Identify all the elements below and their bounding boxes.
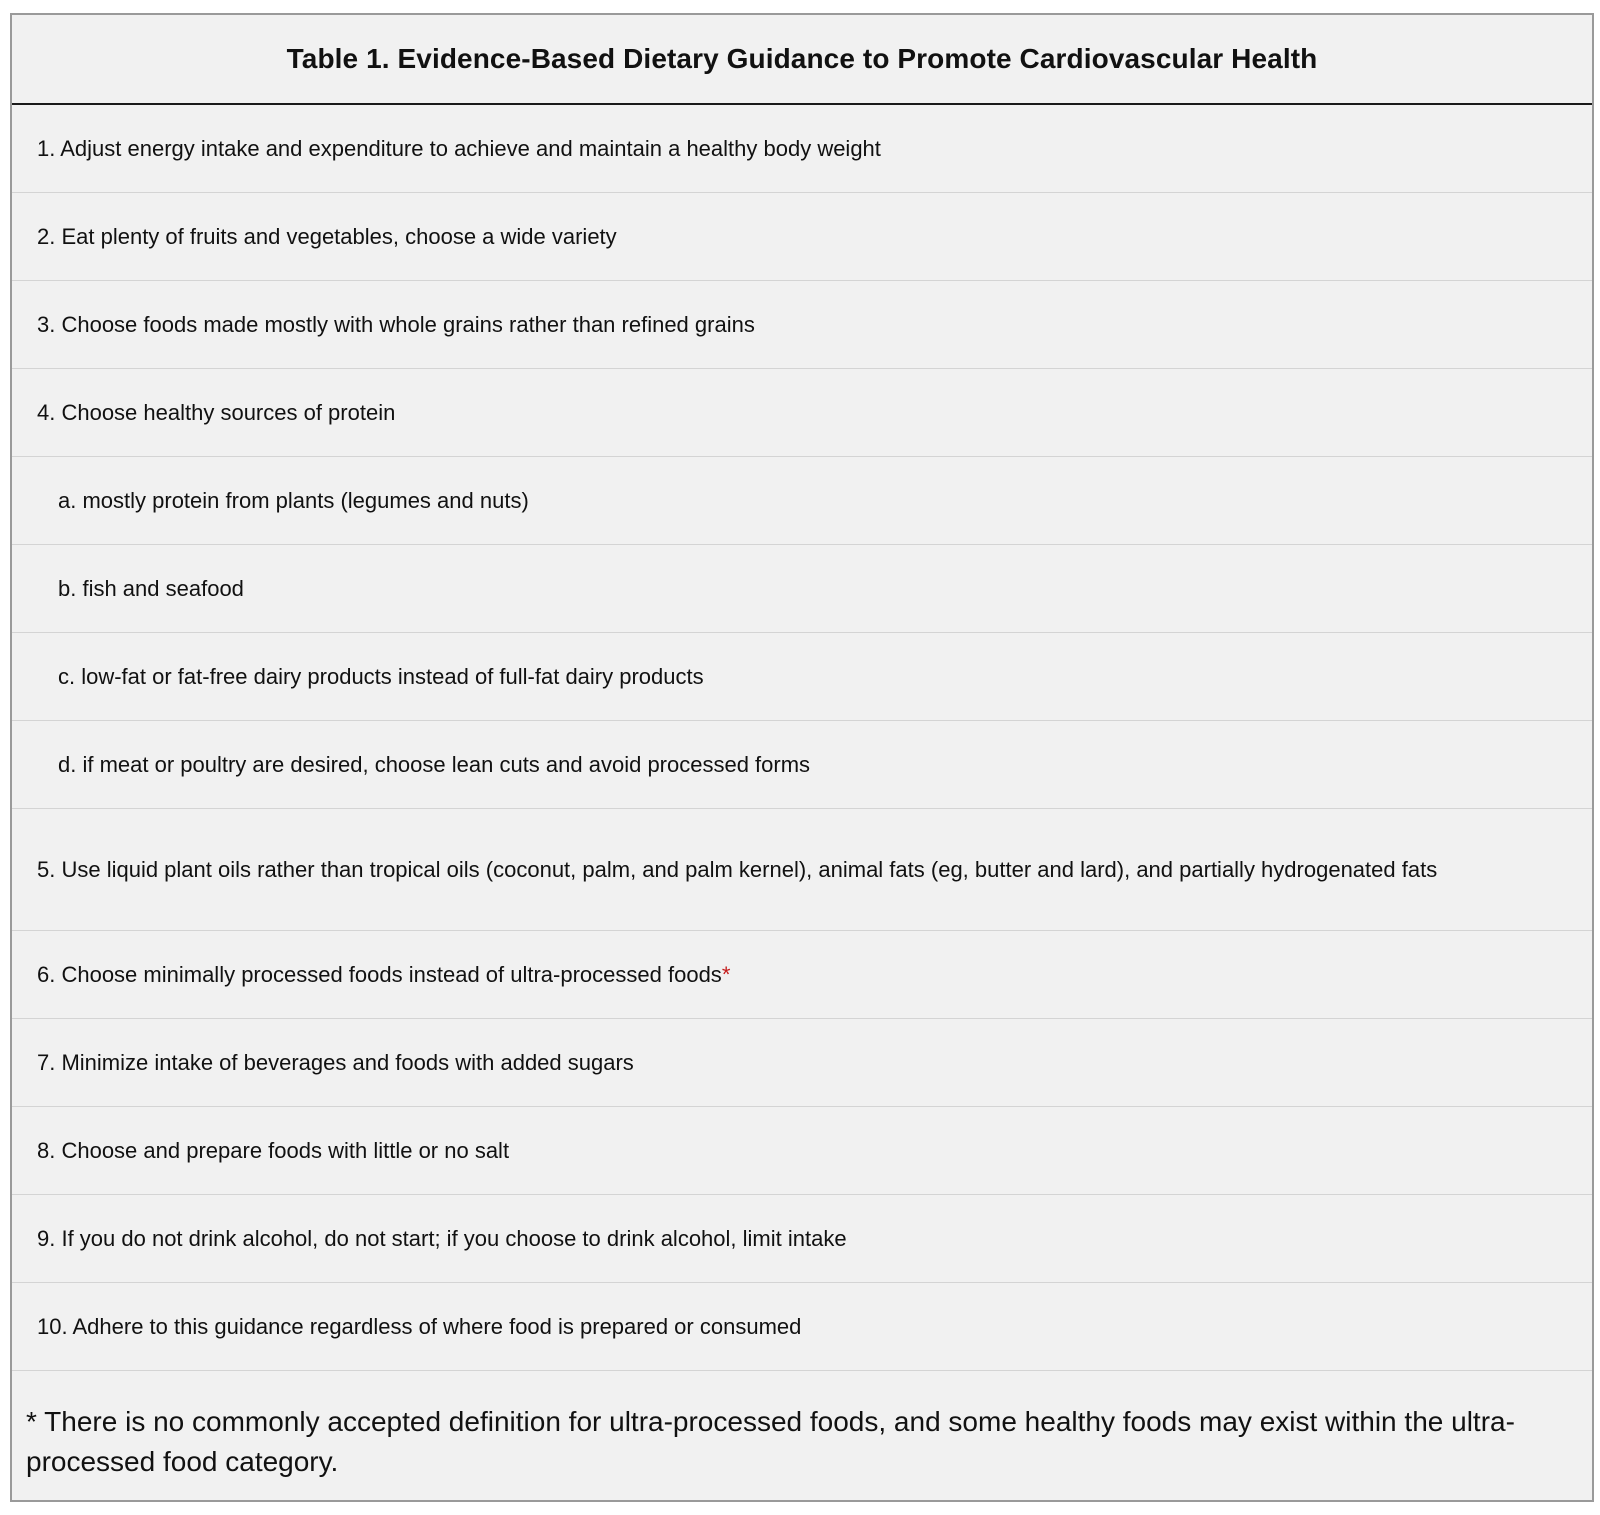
table-row-4 [12,369,1592,457]
table-title: Table 1. Evidence-Based Dietary Guidance to Promote Cardiovascular Health [286,43,1318,74]
table-row-6 [12,931,1592,1019]
table-row-4d [12,721,1592,809]
row-text: 3. Choose foods made mostly with whole grains rather than refined grains [37,312,755,337]
row-text: 4. Choose healthy sources of protein [37,400,396,425]
footnote-marker: * [721,962,731,987]
row-text: 5. Use liquid plant oils rather than tropical oils (coconut, palm, and palm kernel), animal fats (eg, butter and lard), and partially hydrogenated fats [37,857,1438,882]
row-text: c. low-fat or fat-free dairy products instead of full-fat dairy products [58,664,704,689]
row-text: a. mostly protein from plants (legumes and nuts) [58,488,529,513]
row-text: 1. Adjust energy intake and expenditure to achieve and maintain a healthy body weight [37,136,881,161]
guidance-table [10,13,1594,1502]
row-text: d. if meat or poultry are desired, choose lean cuts and avoid processed forms [58,752,811,777]
table-row-4a [12,457,1592,545]
table-header [12,15,1592,105]
table-row-9 [12,1195,1592,1283]
table-row-5 [12,809,1592,931]
row-text: b. fish and seafood [58,576,244,601]
table-row-2 [12,193,1592,281]
table-row-7 [12,1019,1592,1107]
row-text: 8. Choose and prepare foods with little or no salt [37,1138,510,1163]
row-text: 9. If you do not drink alcohol, do not start; if you choose to drink alcohol, limit intake [37,1226,847,1251]
row-text: 7. Minimize intake of beverages and foods with added sugars [37,1050,634,1075]
table-row-10 [12,1283,1592,1371]
table-row-1 [12,105,1592,193]
footnote-text: * There is no commonly accepted definition for ultra-processed foods, and some healthy foods may exist within the ultra-processed food category. [26,1405,1515,1477]
table-row-4b [12,545,1592,633]
row-text: 2. Eat plenty of fruits and vegetables, choose a wide variety [37,224,617,249]
row-text: 6. Choose minimally processed foods instead of ultra-processed foods [37,962,722,987]
table-row-3 [12,281,1592,369]
table-row-8 [12,1107,1592,1195]
table-footnote [12,1371,1592,1512]
table-row-4c [12,633,1592,721]
row-text: 10. Adhere to this guidance regardless of where food is prepared or consumed [37,1314,802,1339]
row-text-wrap [37,958,730,991]
